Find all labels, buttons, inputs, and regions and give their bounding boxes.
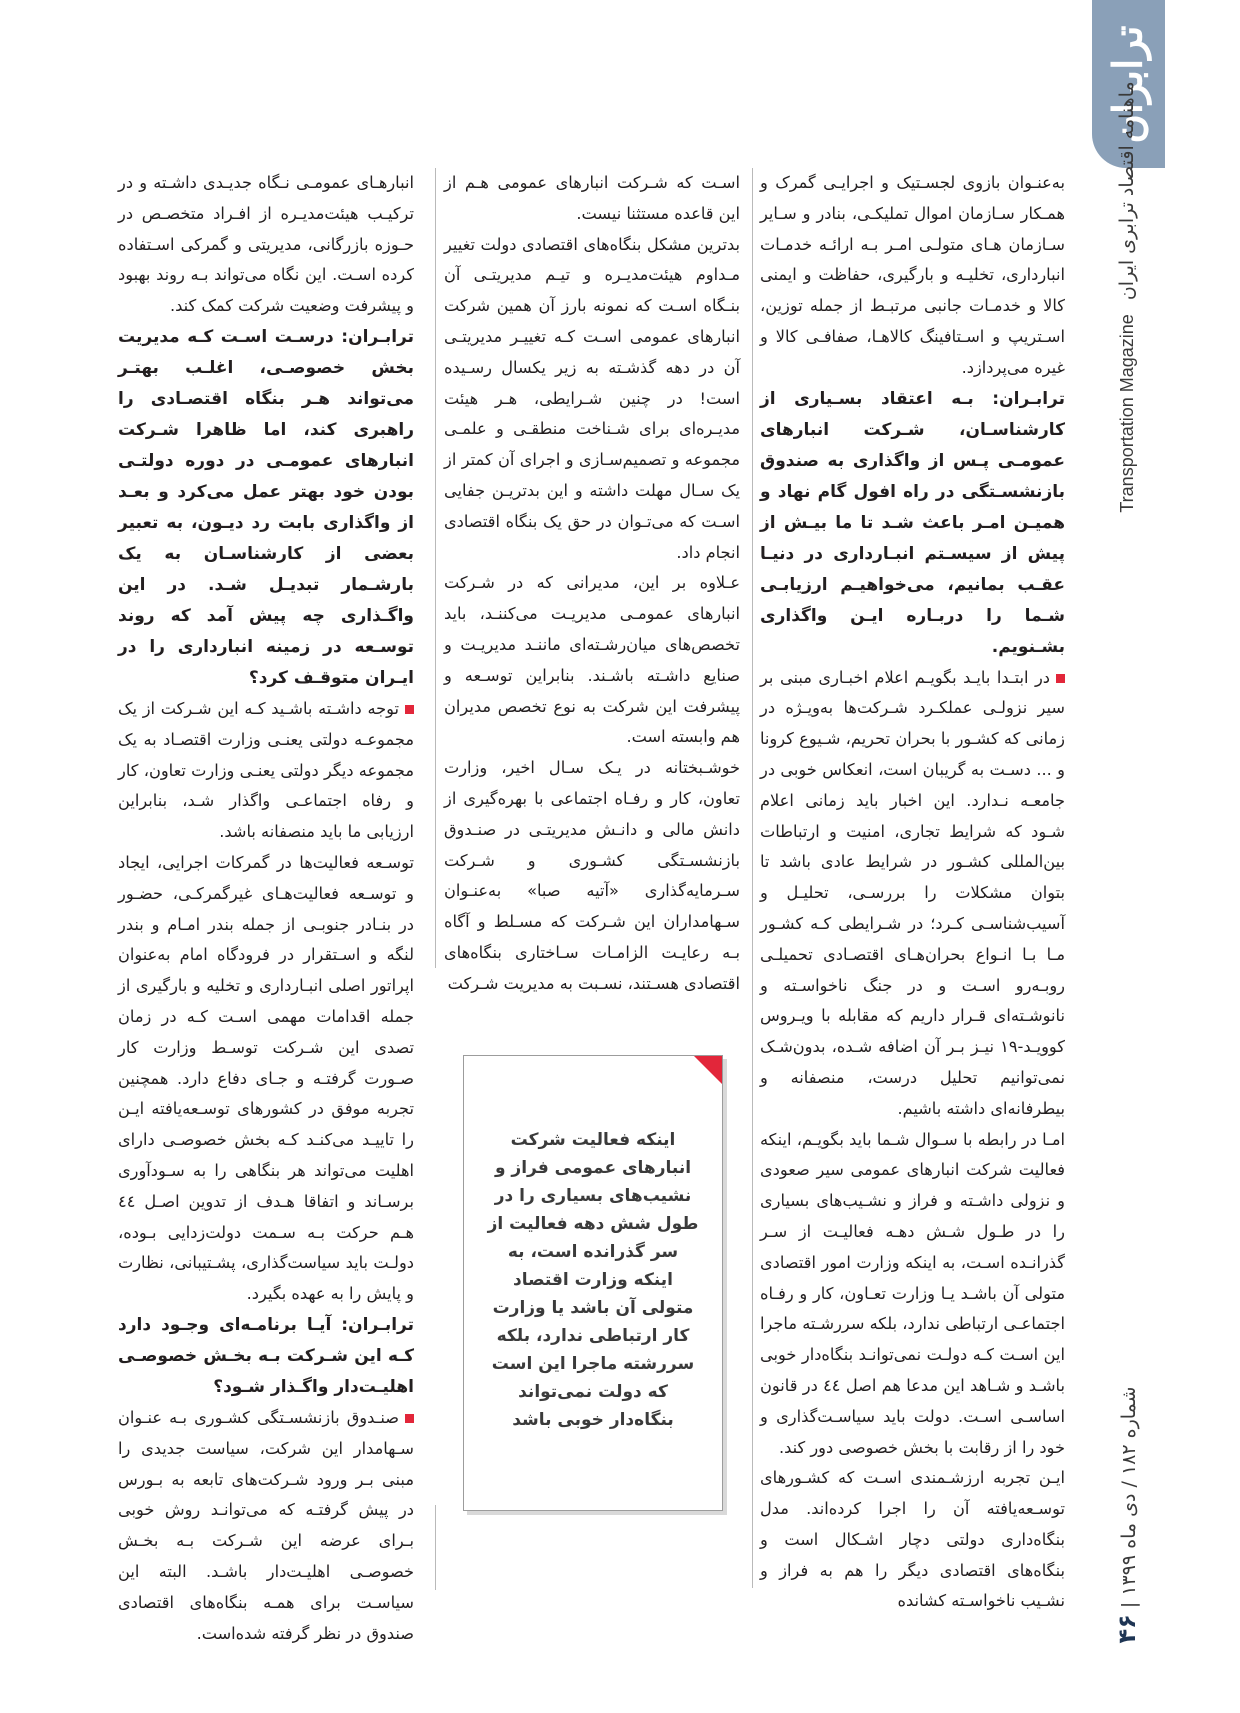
body-paragraph — [118, 1403, 414, 1649]
paragraph-text: خوشـبختانه در یـک سـال اخیر، وزارت تعاون، کار و رفـاه اجتماعی با بهره‌گیری از دانش مالی و دانـش مدیریتـی در صنـدوق بازنشسـتگی کشـوری و شـرکت سـرمایه‌گذاری «آتیه صبا» به‌عنـوان سـهامداران این شـرکت که مسـلط و آگاه بـه رعایـت الزامـات سـاختاری بنگاه‌های اقتصادی هسـتند، نسـبت به مدیریت شـرکت — [444, 758, 740, 993]
body-paragraph — [444, 753, 740, 999]
body-paragraph — [760, 1125, 1065, 1464]
paragraph-text: ترابـران: آیـا برنامـه‌ای وجـود دارد کـه این شـرکت بـه بخـش خصوصـی اهلیـت‌دار واگـذار شـود؟ — [118, 1314, 414, 1397]
paragraph-text: توسـعه فعالیت‌ها در گمرکات اجرایی، ایجاد و توسـعه فعالیت‌هـای غیرگمرکـی، حضـور در بنـادر جنوبـی از جمله بندر امـام و بندر لنگه و اسـتقرار در فرودگاه امام به‌عنوان اپراتور اصلی انبـارداری و تخلیه و بارگیری از جمله اقدامات مهمی اسـت کـه در زمان تصدی این شـرکت توسـط وزارت کار صـورت گرفتـه و جـای دفاع دارد. همچنین تجربه موفق در کشورهای توسـعه‌یافته ایـن را تاییـد می‌کنـد کـه بخش خصوصـی دارای اهلیت می‌تواند هر بنگاهی را به سـودآوری برسـاند و اتفاقا هـدف از تدوین اصـل ٤٤ هـم حرکت بـه سـمت دولت‌زدایی بـوده، دولـت باید سیاست‌گذاری، پشـتیبانی، نظارت و پایش را به عهده بگیرد. — [118, 852, 414, 1304]
paragraph-text: امـا در رابطه با سـوال شـما باید بگویـم، اینکه فعالیت شرکت انبارهای عمومی سیر صعودی و نزولی داشـته و فراز و نشـیب‌های بسیاری را در طـول شـش دهـه فعالیـت از سـر گذرانـده اسـت، به اینکه وزارت امور اقتصادی متولی آن باشـد یـا وزارت تعـاون، کار و رفـاه اجتماعـی ارتباطی ندارد، بلکه سررشـته ماجرا این اسـت کـه دولـت نمی‌توانـد بنگاه‌دار خوبی باشـد و شـاهد این مدعا هم اصل ٤٤ در قانون اساسـی اسـت. دولت باید سیاسـت‌گذاری و خود را از رقابت با بخش خصوصی دور کند. — [760, 1129, 1065, 1457]
paragraph-text: بدترین مشکل بنگاه‌های اقتصادی دولت تغییر مـداوم هیئت‌مدیـره و تیـم مدیریتـی آن بنـگاه اسـت که نمونه بارز آن همین شرکت انبارهای عمومی اسـت کـه تغییـر مدیریتـی آن در دهه گذشـته به زیر یکسال رسـیده است! در چنین شـرایطی، هـر هیئت مدیـره‌ای برای شـناخت منطقـی و علمـی مجموعه و تصمیم‌سـازی و اجرای آن کمتر از یک سـال مهلت داشته و این بدتریـن جفایی اسـت که می‌تـوان در حق یک بنگاه اقتصادی انجام داد. — [444, 234, 740, 562]
answer-marker-icon — [405, 1414, 414, 1423]
body-paragraph — [760, 1463, 1065, 1617]
body-paragraph — [118, 694, 414, 848]
paragraph-text: ایـن تجربه ارزشـمندی اسـت که کشـورهای توسـعه‌یافته آن را اجرا کرده‌اند. مدل بنگاه‌داری دولتی دچار اشـکال است و بنگاه‌های اقتصادی دیگر را هم به فراز و نشـیب ناخواسـته کشانده — [760, 1468, 1065, 1611]
magazine-title-vertical — [1105, 81, 1149, 513]
interview-question — [118, 322, 414, 694]
body-paragraph — [760, 168, 1065, 384]
body-paragraph — [444, 568, 740, 753]
paragraph-text: اسـت که شـرکت انبارهای عمومی هـم از این قاعده مستثنا نیست. — [444, 173, 740, 223]
paragraph-text: عـلاوه بر این، مدیرانی که در شـرکت انبارهای عمومـی مدیریـت می‌کننـد، باید تخصص‌های میان‌رشـته‌ای ماننـد مدیریـت و صنایع داشـته باشـند. بنابراین توسـعه و پیشرفت این شرکت به نوع تخصص مدیران هم وابسته است. — [444, 573, 740, 747]
paragraph-text: انبارهـای عمومـی نـگاه جدیـدی داشـته و در ترکیـب هیئت‌مدیـره از افـراد متخصـص در حـوزه بازرگانی، مدیریتی و گمرکی اسـتفاده کرده اسـت. این نگاه می‌تواند بـه روند بهبود و پیشرفت وضعیت شرکت کمک کند. — [118, 173, 414, 316]
pull-quote-box — [463, 1055, 723, 1511]
body-paragraph — [760, 663, 1065, 1125]
magazine-logo: ترابران — [1104, 24, 1152, 144]
article-column-2 — [444, 168, 740, 1000]
body-paragraph — [444, 168, 740, 230]
paragraph-text: در ابتـدا بایـد بگویـم اعلام اخبـاری مبنی بر سیر نزولـی عملکـرد شـرکت‌ها به‌ویـژه در زمانی که کشـور با بحران تحریم، شـیوع کرونا و ... دسـت به گریبان است، انعکاس خوبی در جامعـه نـدارد. این اخبار باید زمانی اعلام شـود که شرایط تجاری، امنیت و ارتباطات بین‌المللی کشـور در شرایط عادی باشد تا بتوان مشکلات را بررسـی، تحلیـل و آسیب‌شناسـی کـرد؛ در شـرایطی کـه کشـور مـا بـا انـواع بحران‌هـای اقتصـادی تحمیلـی روبـه‌رو اسـت و در جنگ ناخواسـته و نانوشـته‌ای قـرار داریم که مقابله با ویـروس کوویـد-۱۹ نیـز بـر آن اضافه شـده، بدون‌شـک نمی‌توانیم تحلیل درست، منصفانه و بیطرفانه‌ای داشته باشیم. — [760, 667, 1065, 1118]
answer-marker-icon — [1056, 674, 1065, 683]
body-paragraph — [118, 168, 414, 322]
paragraph-text: صنـدوق بازنشسـتگی کشـوری بـه عنـوان سـهامدار این شرکت، سیاست جدیدی را مبنی بـر ورود شـرکت‌های تابعه به بـورس در پیش گرفتـه که می‌توانـد روش خوبی بـرای عرضه این شـرکت بـه بخـش خصوصـی اهلیـت‌دار باشـد. البته این سیاسـت برای همـه بنگاه‌های اقتصادی صندوق در نظر گرفته شده‌است. — [118, 1407, 414, 1643]
issue-text: شماره ۱۸۲ / دی ماه ۱۳۹۹ | — [1118, 1386, 1140, 1609]
corner-fold-icon — [694, 1056, 722, 1084]
article-column-1 — [760, 168, 1065, 1617]
magazine-title-en: Transportation Magazine — [1117, 314, 1137, 513]
interview-question — [760, 384, 1065, 663]
page-number: ۴۶ — [1113, 1614, 1141, 1644]
magazine-title-fa: ماهنامه اقتصاد ترابری ایران — [1116, 81, 1138, 301]
answer-marker-icon — [405, 705, 414, 714]
body-paragraph — [444, 230, 740, 569]
paragraph-text: توجه داشـته باشـید کـه این شـرکت از یک مجموعـه دولتی یعنـی وزارت اقتصـاد به یک مجموعه دیگر دولتی یعنـی وزارت تعاون، کار و رفاه اجتماعـی واگذار شـد، بنابراین ارزیابی ما باید منصفانه باشد. — [118, 698, 414, 842]
column-divider — [435, 1505, 436, 1590]
issue-info-vertical — [1105, 1386, 1149, 1644]
body-paragraph — [118, 848, 414, 1310]
paragraph-text: به‌عنـوان بازوی لجسـتیک و اجرایـی گمرک و همـکار سـازمان اموال تملیکـی، بنادر و سـایر سـازمان هـای متولـی امـر بـه ارائـه خدمـات انبارداری، تخلیـه و بارگیری، حفاظت و ایمنی کالا و خدمـات جانبی مرتبـط از جمله توزین، اسـتریپ و اسـتافینگ کالاهـا، صفافـی کالا و غیره می‌پردازد. — [760, 173, 1065, 377]
column-divider — [752, 168, 753, 1588]
column-divider — [435, 168, 436, 968]
paragraph-text: ترابـران: بـه اعتقاد بسـیاری از کارشناسـان، شـرکت انبارهای عمومـی پـس از واگذاری به صندوق بازنشسـتگی در راه افول گام نهاد و همیـن امـر باعث شـد تا ما بیـش از پیش از سیسـتم انبـارداری در دنیـا عقـب بمانیم، می‌خواهیـم ارزیابـی شـما را دربـاره ایـن واگذاری بشـنویم. — [760, 388, 1065, 657]
article-column-3 — [118, 168, 414, 1649]
paragraph-text: ترابـران: درسـت اسـت کـه مدیریت بخش خصوصـی، اغلـب بهتـر می‌تواند هـر بنگاه اقتصـادی را راهبری کند، اما ظاهرا شـرکت انبارهای عمومـی در دوره دولتـی بودن خود بهتر عمل می‌کرد و بعـد از واگذاری بابت رد دیـون، به تعبیر بعضی از کارشناسـان به یک بارشـمار تبدیـل شـد. در این واگـذاری چه پیش آمد که روند توسـعه در زمینه انبارداری را در ایـران متوقـف کرد؟ — [118, 326, 414, 688]
pull-quote-text: اینکه فعالیت شرکت انبارهای عمومی فراز و نشیب‌های بسیاری را در طول شش دهه فعالیت از سر گذرانده است، به اینکه وزارت اقتصاد متولی آن باشد یا وزارت کار ارتباطی ندارد، بلکه سررشته ماجرا این است که دولت نمی‌تواند بنگاه‌دار خوبی باشد — [487, 1130, 699, 1430]
interview-question — [118, 1310, 414, 1403]
